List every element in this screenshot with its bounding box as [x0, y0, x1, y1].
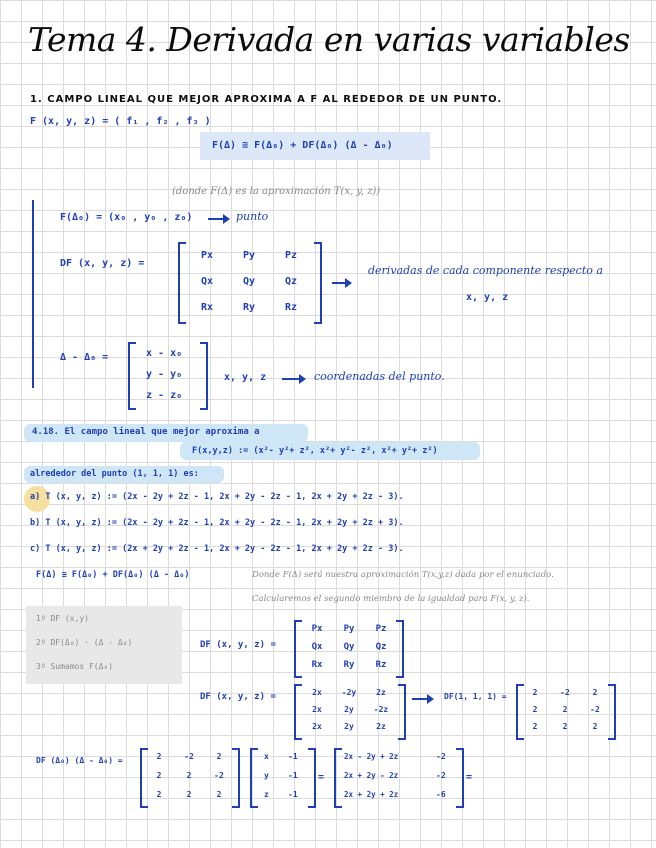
page-title: Tema 4. Derivada en varias variables — [28, 20, 630, 59]
matrix-cell: -2z — [373, 705, 389, 714]
arrow-icon — [208, 218, 228, 220]
matrix-cell: 2 — [592, 722, 598, 731]
matrix-cell: Qx — [311, 642, 323, 652]
df-eval-label: DF (x, y, z) = — [200, 692, 276, 702]
jacobian-matrix — [178, 242, 322, 324]
formula-again: F(Δ) ≅ F(Δ₀) + DF(Δ₀) (Δ - Δ₀) — [36, 570, 190, 580]
arrow-icon — [412, 698, 432, 700]
step-3: 3º Sumamos F(Δ₀) — [36, 662, 114, 671]
matrix-cell: 2 — [156, 771, 162, 780]
result-cell: -6 — [436, 790, 446, 799]
matrix-cell: Ry — [343, 660, 355, 670]
matrix-cell: Pz — [375, 624, 387, 634]
delta-vector — [128, 342, 208, 410]
result-matrix — [334, 748, 464, 808]
matrix-cell: Rx — [200, 302, 214, 313]
note-1: Donde F(Δ) será nuestra aproximación T(x,y,z) dada por el enunciado. — [252, 570, 554, 580]
matrix-cell: Pz — [284, 250, 298, 261]
derivadas-note-vars: x, y, z — [466, 292, 509, 303]
df-point-matrix — [516, 684, 616, 740]
matrix-cell: Rz — [375, 660, 387, 670]
exercise-prompt: 4.18. El campo lineal que mejor aproxima a — [32, 427, 260, 437]
delta-label: Δ - Δ₀ = — [60, 352, 109, 363]
vector-cell: z — [264, 790, 269, 799]
vector-cell: x - x₀ — [146, 348, 183, 359]
matrix-cell: Px — [311, 624, 323, 634]
step-2: 2º DF(Δ₀) · (Δ - Δ₀) — [36, 638, 133, 647]
matrix-cell: 2 — [156, 752, 162, 761]
matrix-cell: 2 — [156, 790, 162, 799]
F-definition: F (x, y, z) = ( f₁ , f₂ , f₃ ) — [30, 116, 211, 127]
matrix-cell: Ry — [242, 302, 256, 313]
matrix-cell: Qz — [284, 276, 298, 287]
equals-sign-2: = — [466, 772, 473, 783]
exercise-field: F(x,y,z) := (x²- y²+ z², x²+ y²- z², x²+ y²+ z²) — [192, 446, 438, 456]
step-1: 1º DF (x,y) — [36, 614, 89, 623]
vector-cell: x — [264, 752, 269, 761]
result-cell: 2x - 2y + 2z — [344, 752, 399, 761]
matrix-cell: 2 — [186, 790, 192, 799]
section-heading: 1. CAMPO LINEAL QUE MEJOR APROXIMA A F AL REDEDOR DE UN PUNTO. — [30, 94, 503, 105]
arrow-icon — [282, 378, 304, 380]
matrix-cell: -2 — [184, 752, 194, 761]
coords-note: coordenadas del punto. — [314, 370, 445, 383]
vector-cell: z - z₀ — [146, 390, 183, 401]
matrix-cell: Py — [343, 624, 355, 634]
vector-cell: y - y₀ — [146, 369, 183, 380]
matrix-cell: 2x — [312, 705, 322, 714]
vector-cell: -1 — [288, 790, 298, 799]
matrix-cell: -2 — [590, 705, 600, 714]
matrix-cell: Px — [200, 250, 214, 261]
product-vector — [250, 748, 316, 808]
matrix-cell: 2z — [376, 722, 386, 731]
matrix-cell: -2y — [341, 688, 357, 697]
result-cell: -2 — [436, 771, 446, 780]
matrix-cell: 2 — [562, 705, 568, 714]
jacobian-matrix-2 — [294, 620, 404, 678]
approximation-formula: F(Δ) ≅ F(Δ₀) + DF(Δ₀) (Δ - Δ₀) — [212, 140, 393, 151]
matrix-cell: Qy — [242, 276, 256, 287]
matrix-cell: 2 — [216, 790, 222, 799]
matrix-cell: 2 — [186, 771, 192, 780]
matrix-cell: 2 — [532, 722, 538, 731]
matrix-cell: 2x — [312, 722, 322, 731]
option-c[interactable]: c) T (x, y, z) := (2x + 2y + 2z - 1, 2x + 2y - 2z - 1, 2x + 2y + 2z - 3). — [30, 544, 404, 554]
result-cell: 2x + 2y + 2z — [344, 790, 399, 799]
matrix-cell: Qx — [200, 276, 214, 287]
point-label: F(Δ₀) = (x₀ , y₀ , z₀) — [60, 212, 193, 223]
matrix-cell: 2 — [216, 752, 222, 761]
df-eval-matrix — [294, 684, 406, 740]
vector-cell: y — [264, 771, 269, 780]
point-word: punto — [236, 210, 269, 223]
matrix-cell: 2y — [344, 705, 354, 714]
matrix-cell: 2 — [532, 688, 538, 697]
equals-sign: = — [318, 772, 325, 783]
result-cell: 2x + 2y - 2z — [344, 771, 399, 780]
df-point-label: DF(1, 1, 1) = — [444, 692, 507, 701]
option-b[interactable]: b) T (x, y, z) := (2x - 2y + 2z - 1, 2x + 2y - 2z - 1, 2x + 2y + 2z + 3). — [30, 518, 404, 528]
matrix-cell: 2z — [376, 688, 386, 697]
coords-vars: x, y, z — [224, 372, 267, 383]
product-matrix — [140, 748, 240, 808]
matrix-cell: -2 — [214, 771, 224, 780]
vector-cell: -1 — [288, 771, 298, 780]
derivadas-note: derivadas de cada componente respecto a — [368, 264, 603, 277]
matrix-cell: 2y — [344, 722, 354, 731]
df-label: DF (x, y, z) = — [60, 258, 145, 269]
matrix-cell: 2 — [562, 722, 568, 731]
result-cell: -2 — [436, 752, 446, 761]
note-2: Calcularemos el segundo miembro de la igualdad para F(x, y, z). — [252, 594, 530, 604]
matrix-cell: Rx — [311, 660, 323, 670]
where-note: (donde F(Δ) es la aproximación T(x, y, z)) — [172, 186, 381, 197]
matrix-cell: Rz — [284, 302, 298, 313]
matrix-cell: -2 — [560, 688, 570, 697]
matrix-cell: Qz — [375, 642, 387, 652]
matrix-cell: 2 — [532, 705, 538, 714]
matrix-cell: Py — [242, 250, 256, 261]
arrow-icon — [332, 282, 350, 284]
matrix-cell: Qy — [343, 642, 355, 652]
matrix-cell: 2 — [592, 688, 598, 697]
option-a[interactable]: a) T (x, y, z) := (2x - 2y + 2z - 1, 2x + 2y - 2z - 1, 2x + 2y + 2z - 3). — [30, 492, 404, 502]
left-rule — [32, 200, 34, 388]
df-label-2: DF (x, y, z) = — [200, 640, 276, 650]
exercise-around: alrededor del punto (1, 1, 1) es: — [30, 469, 199, 479]
product-label: DF (Δ₀) (Δ - Δ₀) = — [36, 756, 123, 765]
vector-cell: -1 — [288, 752, 298, 761]
matrix-cell: 2x — [312, 688, 322, 697]
